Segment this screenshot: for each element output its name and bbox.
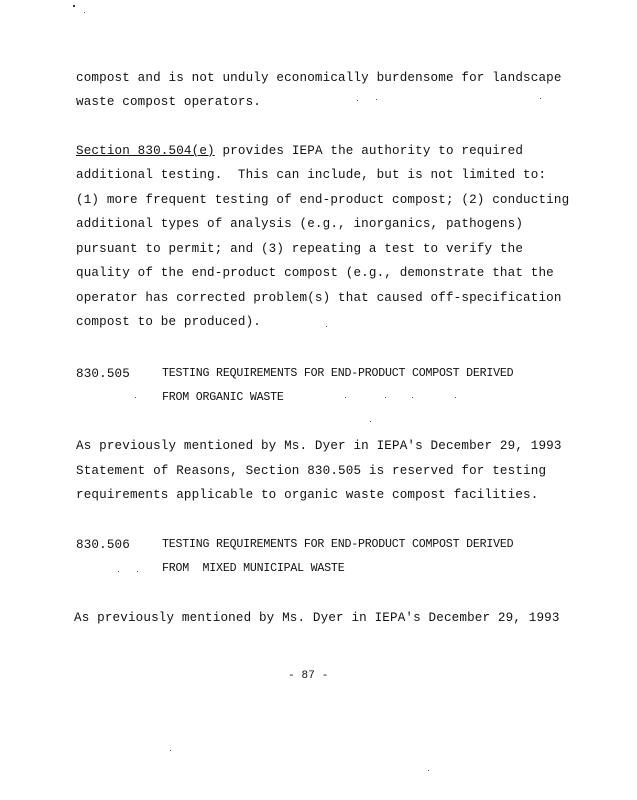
paragraph-2-line-4: additional types of analysis (e.g., inorganics, pathogens)	[76, 217, 524, 231]
section-506-title-line-2: FROM MIXED MUNICIPAL WASTE	[162, 562, 345, 575]
paragraph-2-line-8: compost to be produced).	[76, 315, 261, 329]
scan-speck	[326, 326, 327, 327]
paragraph-1-line-1: compost and is not unduly economically burdensome for landscape	[76, 71, 562, 85]
section-506-number: 830.506	[76, 538, 130, 552]
paragraph-2-line-1-text: provides IEPA the authority to required	[214, 144, 524, 158]
scan-speck	[370, 421, 371, 422]
scan-speck	[135, 397, 136, 398]
paragraph-3-line-2: Statement of Reasons, Section 830.505 is reserved for testing	[76, 464, 547, 478]
scan-speck	[345, 397, 346, 398]
scan-speck	[540, 98, 541, 99]
scan-speck	[357, 100, 358, 101]
paragraph-2-line-2: additional testing. This can include, but is not limited to:	[76, 168, 547, 182]
scan-speck	[137, 571, 138, 572]
page-number: - 87 -	[288, 670, 329, 682]
scan-speck	[73, 5, 75, 7]
paragraph-2-line-1	[76, 143, 523, 159]
scan-speck	[412, 397, 413, 398]
scan-speck	[385, 397, 386, 398]
scan-speck	[170, 750, 171, 751]
scan-speck	[376, 99, 377, 100]
paragraph-2-line-5: pursuant to permit; and (3) repeating a test to verify the	[76, 242, 524, 256]
paragraph-1-line-2: waste compost operators.	[76, 95, 261, 109]
paragraph-3-line-3: requirements applicable to organic waste compost facilities.	[76, 488, 539, 502]
section-506-title-line-1: TESTING REQUIREMENTS FOR END-PRODUCT COMPOST DERIVED	[162, 538, 514, 551]
scan-speck	[455, 397, 456, 398]
scan-speck	[118, 571, 119, 572]
paragraph-3-line-1: As previously mentioned by Ms. Dyer in IEPA's December 29, 1993	[76, 439, 562, 453]
paragraph-2-line-6: quality of the end-product compost (e.g., demonstrate that the	[76, 266, 554, 280]
section-505-title-line-1: TESTING REQUIREMENTS FOR END-PRODUCT COMPOST DERIVED	[162, 367, 514, 380]
section-reference: Section 830.504(e)	[76, 144, 215, 158]
paragraph-4-line-1: As previously mentioned by Ms. Dyer in IEPA's December 29, 1993	[74, 611, 560, 625]
paragraph-2-line-3: (1) more frequent testing of end-product compost; (2) conducting	[76, 193, 570, 207]
section-505-number: 830.505	[76, 367, 130, 381]
scan-speck	[428, 770, 429, 771]
section-505-title-line-2: FROM ORGANIC WASTE	[162, 391, 284, 404]
scan-speck	[84, 12, 85, 13]
paragraph-2-line-7: operator has corrected problem(s) that caused off-specification	[76, 291, 562, 305]
